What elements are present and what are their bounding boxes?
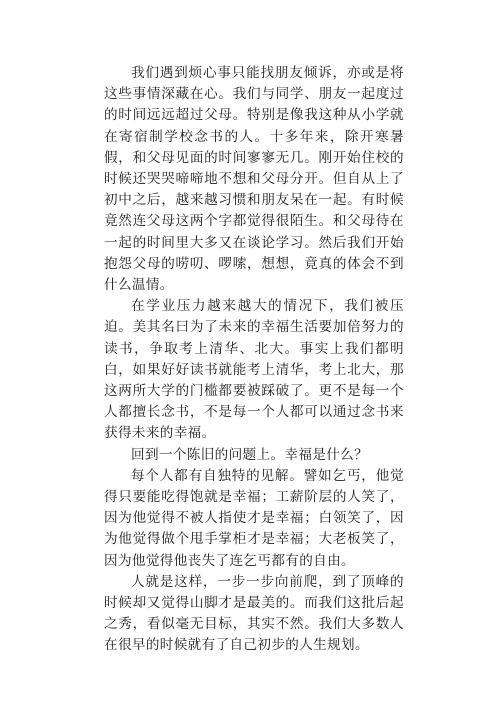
document-body xyxy=(104,63,404,657)
paragraph-3: 回到一个陈旧的问题上。幸福是什么？ xyxy=(131,446,369,463)
paragraph-2: 在学业压力越来越大的情况下，我们被压迫。美其名曰为了未来的幸福生活要加倍努力的读书，争取考上清华、北大。事实上我们都明白，如果好好读书就能考上清华，考上北大，那这两所大学的门槛都要被踩破了。更不是每一个人都擅长念书，不是每一个人都可以通过念书来获得未来的幸福。 xyxy=(104,298,404,442)
paragraph-5: 人就是这样，一步一步向前爬，到了顶峰的时候却又觉得山脚才是最美的。而我们这批后起之秀，看似毫无目标，其实不然。我们大多数人在很早的时候就有了自己初步的人生规划。 xyxy=(104,573,404,654)
paragraph-4: 每个人都有自独特的见解。譬如乞丐，他觉得只要能吃得饱就是幸福；工薪阶层的人笑了，因为他觉得不被人指使才是幸福；白领笑了，因为他觉得做个甩手掌柜才是幸福；大老板笑了，因为他觉得他丧失了连乞丐都有的自由。 xyxy=(104,467,404,569)
paragraph-1: 我们遇到烦心事只能找朋友倾诉，亦或是将这些事情深藏在心。我们与同学、朋友一起度过的时间远远超过父母。特别是像我这种从小学就在寄宿制学校念书的人。十多年来，除开寒暑假，和父母见面的时间寥寥无几。刚开始住校的时候还哭哭啼啼地不想和父母分开。但自从上了初中之后，越来越习惯和朋友呆在一起。有时候竟然连父母这两个字都觉得很陌生。和父母待在一起的时间里大多又在谈论学习。然后我们开始抱怨父母的唠叨、啰嗦，想想，竟真的体会不到什么温情。 xyxy=(104,65,404,294)
